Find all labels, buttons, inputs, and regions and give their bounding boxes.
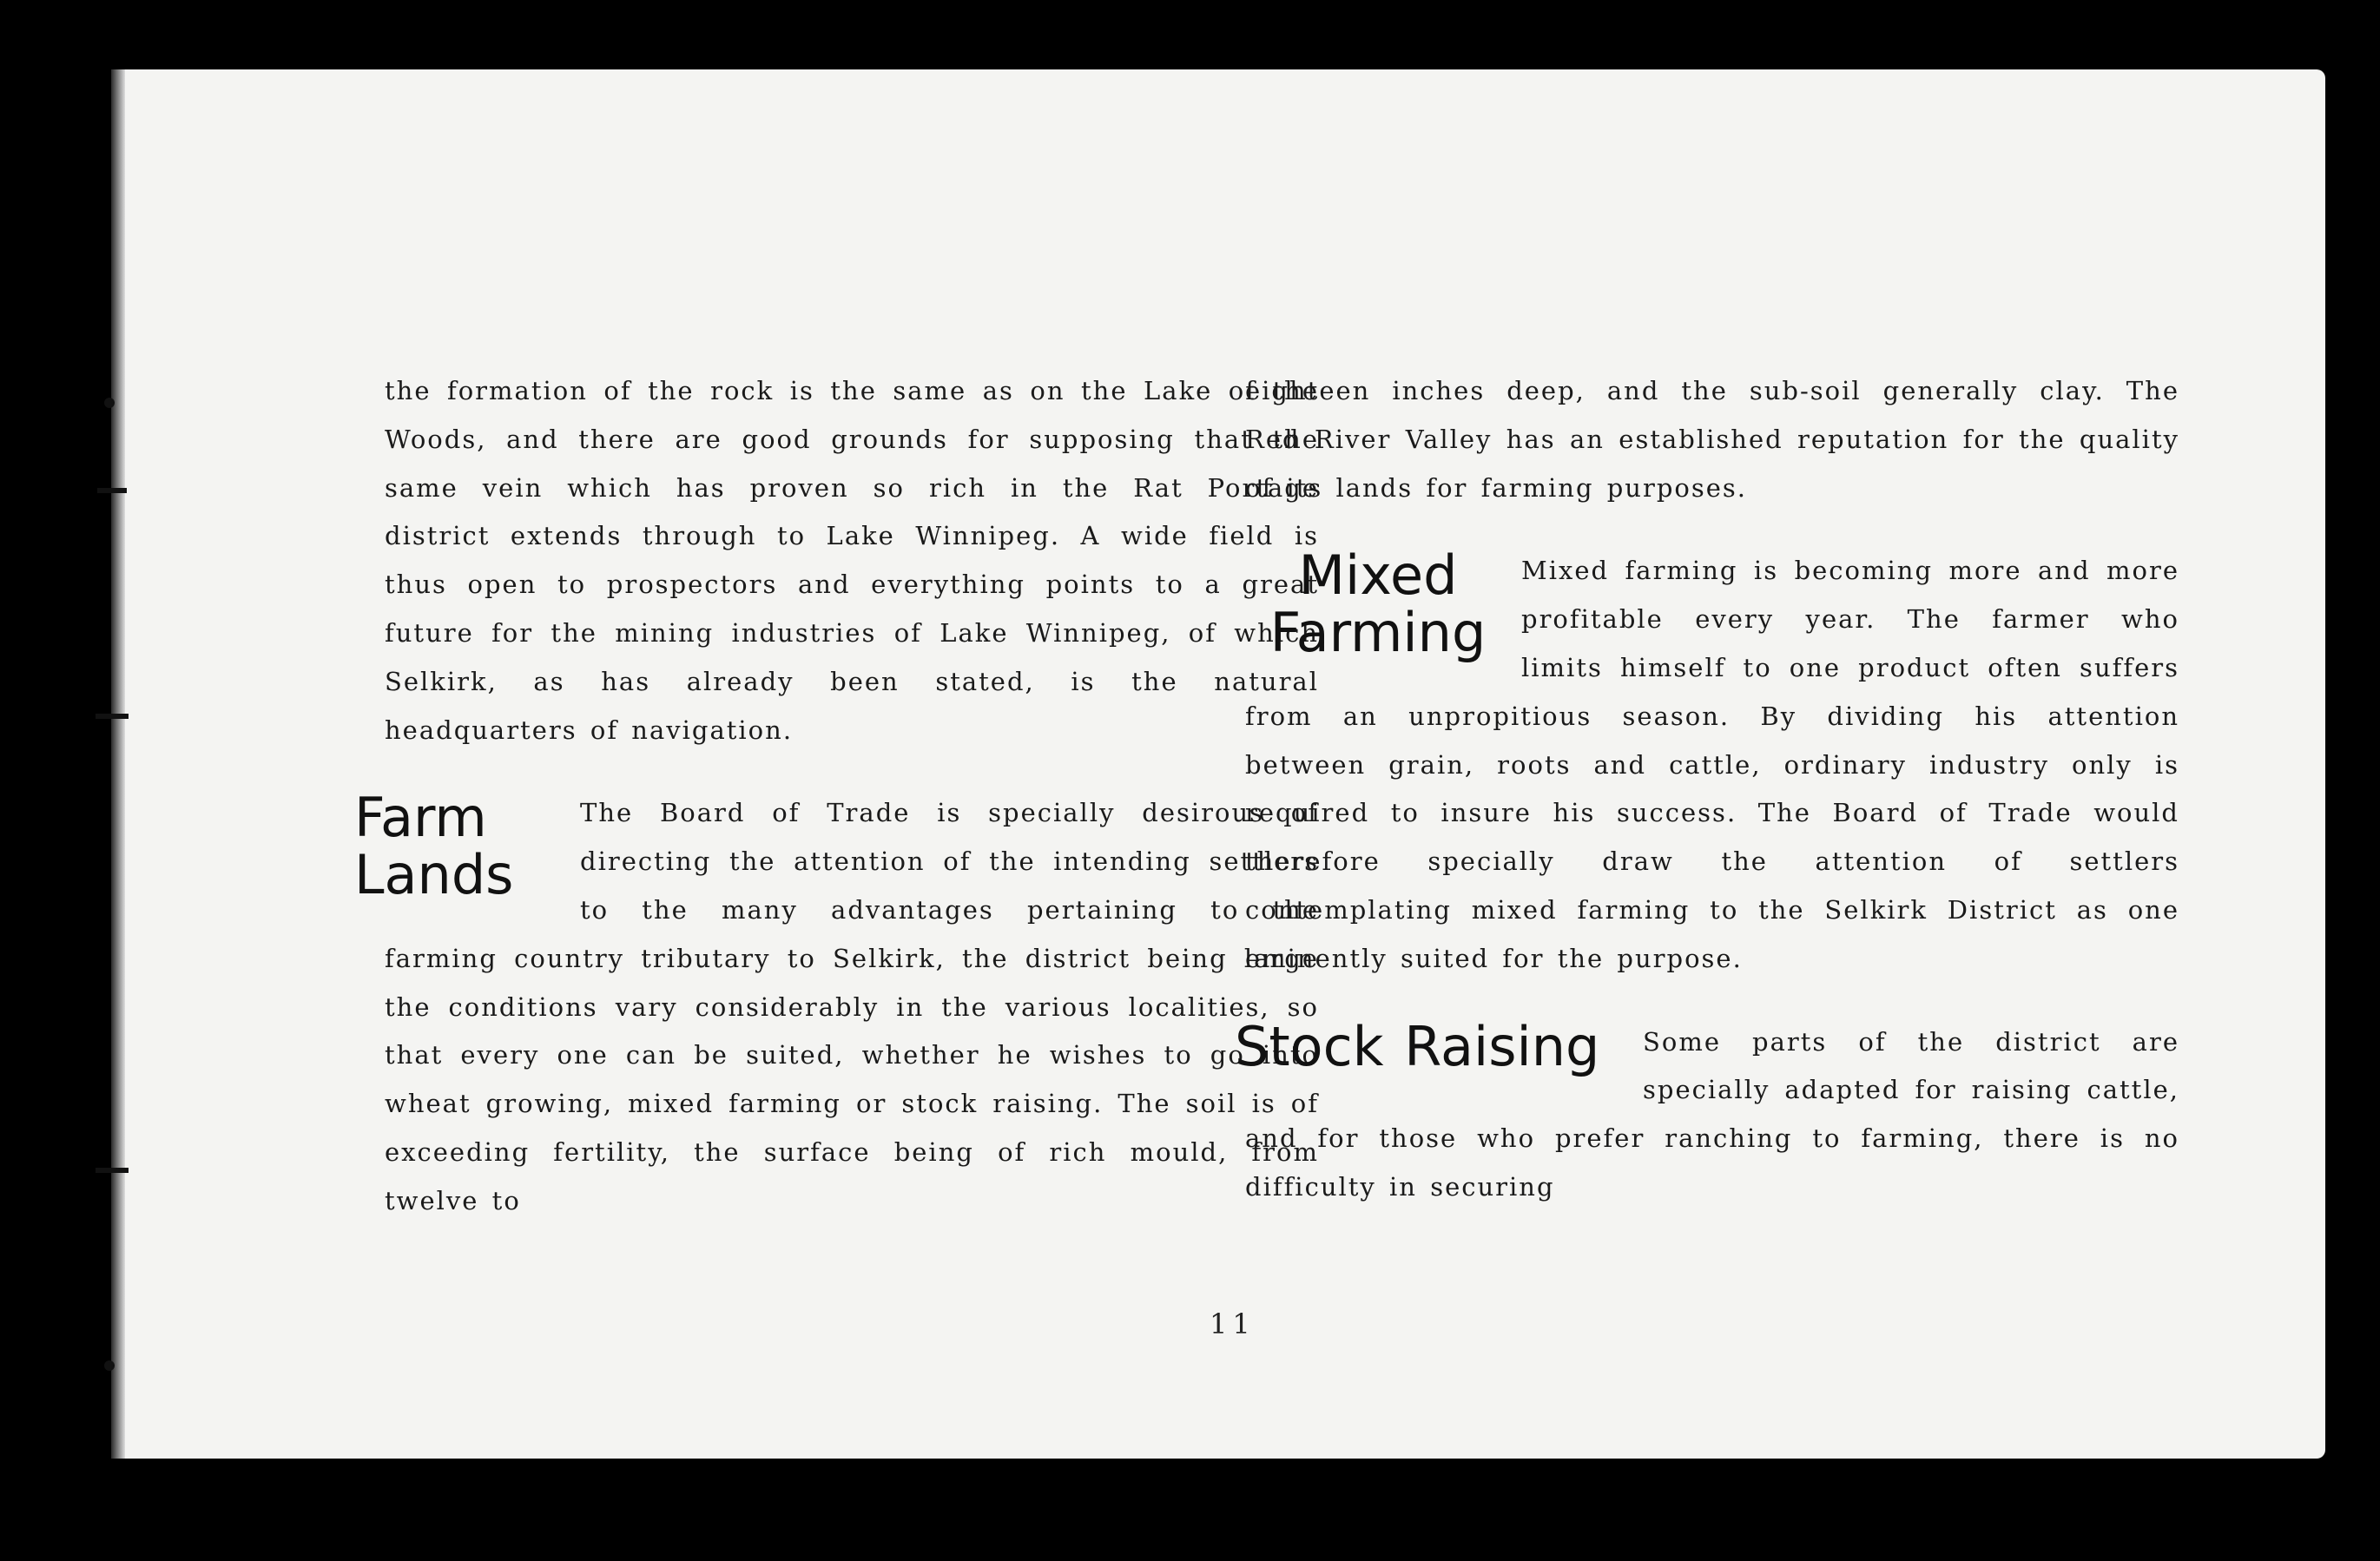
paragraph-farm-lands: The Board of Trade is specially desirous of directing the attention of the intending settlers to the many advantages pertaining to the farming country tributary to Selkirk, the district being large the conditions vary considerably in the various localities, so that every one can be suited, whether he wishes to go into wheat growing, mixed farming or stock raising. The soil is of exceeding fertility, the surface being of rich mould, from twelve to (385, 798, 1319, 1215)
heading-farm-lands: Farm Lands (354, 786, 514, 907)
right-column (1235, 367, 2179, 1212)
paragraph-mixed-farming: Mixed farming is becoming more and more profitable every year. The farmer who limits himself to one product often suffers from an unpropitious season. By dividing his attention between grain, roots and cattle, ordinary industry only is required to insure his success. The Board of Trade would therefore specially draw the attention of settlers contemplating mixed farming to the Selkirk District as one eminently suited for the purpose. (1245, 556, 2179, 973)
paragraph-red-river: eighteen inches deep, and the sub-soil generally clay. The Red River Valley has an established reputation for the quality of its lands for farming purposes. (1245, 376, 2179, 503)
heading-mixed-farming: Mixed Farming (1269, 543, 1487, 665)
margin-mark (104, 1360, 115, 1371)
margin-mark (97, 488, 127, 493)
paragraph-rock-formation: the formation of the rock is the same as on the Lake of the Woods, and there are good grounds for supposing that the same vein which has proven so rich in the Rat Portage district extends through to Lake Winnipeg. A wide field is thus open to prospectors and everything points to a great future for the mining industries of Lake Winnipeg, of which Selkirk, as has already been stated, is the natural headquarters of navigation. (385, 376, 1319, 745)
paragraph-stock-raising: Some parts of the district are specially adapted for raising cattle, and for those who prefer ranching to farming, there is no difficulty in securing (1245, 1026, 2179, 1202)
heading-stock-raising: Stock Raising (1235, 1014, 1600, 1078)
book-page (111, 69, 2325, 1459)
margin-mark (96, 1168, 129, 1173)
margin-mark (104, 398, 115, 408)
left-column (354, 367, 1319, 1226)
page-number: 11 (1210, 1307, 1256, 1340)
margin-mark (96, 714, 129, 719)
page-spine (111, 69, 125, 1459)
